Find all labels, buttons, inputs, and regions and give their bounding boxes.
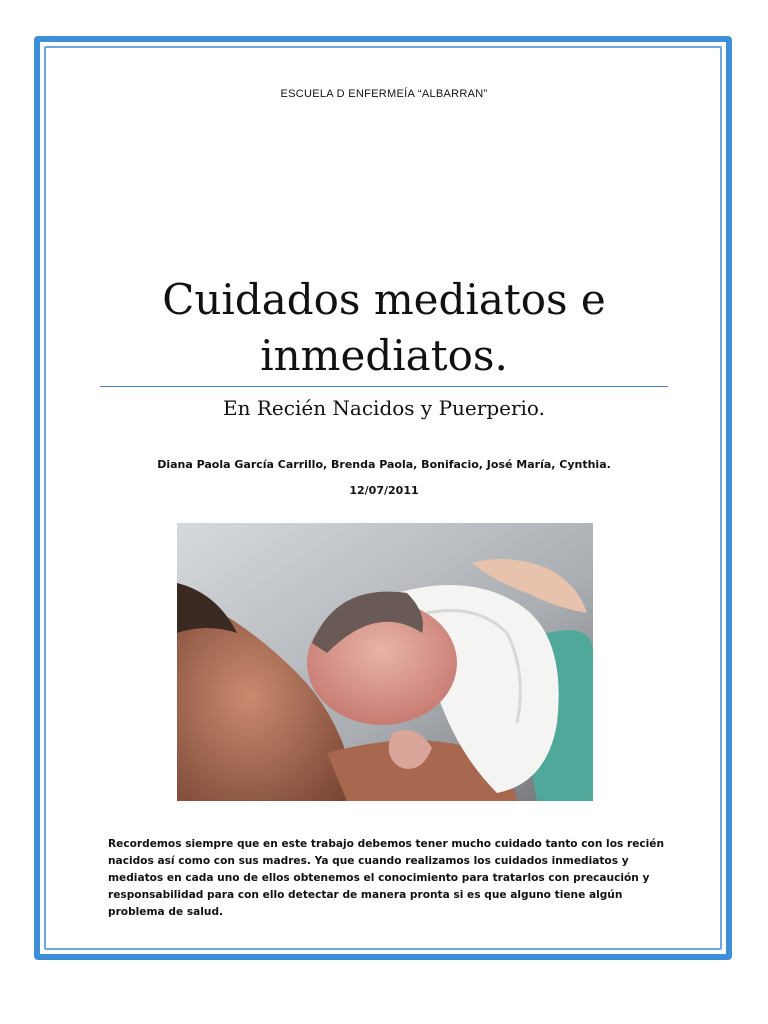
title-rule	[100, 386, 668, 387]
document-title: Cuidados mediatos e inmediatos.	[162, 275, 606, 380]
newborn-photo-illustration	[177, 523, 593, 801]
newborn-photo	[177, 523, 593, 801]
document-date: 12/07/2011	[349, 484, 419, 497]
document-subtitle: En Recién Nacidos y Puerperio.	[223, 396, 545, 420]
page-border-inner	[44, 46, 722, 950]
intro-paragraph: Recordemos siempre que en este trabajo debemos tener mucho cuidado tanto con los recién nacidos así como con sus madres. Ya que cuando realizamos los cuidados inmediatos y mediatos en cada uno de ellos obtenemos el conocimiento para tratarlos con precaución y responsabilidad para con ello detectar de manera pronta si es que alguno tiene algún problema de salud.	[108, 838, 665, 918]
authors-line: Diana Paola García Carrillo, Brenda Paola, Bonifacio, José María, Cynthia.	[157, 458, 611, 471]
school-name: ESCUELA D ENFERMEÍA “ALBARRAN”	[280, 88, 488, 100]
